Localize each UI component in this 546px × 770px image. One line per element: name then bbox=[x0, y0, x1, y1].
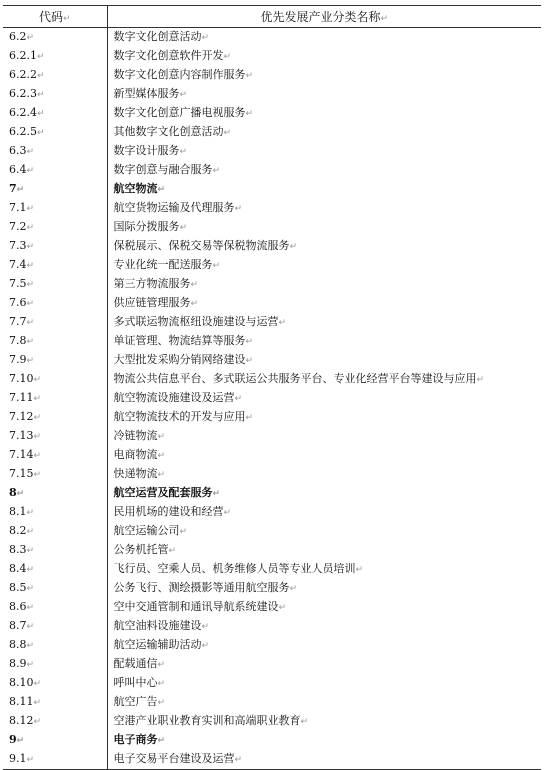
cell-code bbox=[3, 218, 107, 237]
cell-name bbox=[107, 693, 541, 712]
table-row bbox=[3, 503, 541, 522]
cell-code bbox=[3, 180, 107, 199]
code-text: 6.2.1 bbox=[9, 49, 37, 62]
name-text: 公务机托管 bbox=[113, 543, 169, 556]
code-text: 7.15 bbox=[9, 467, 34, 480]
table-row bbox=[3, 218, 541, 237]
paragraph-mark: ↵ bbox=[33, 432, 42, 442]
industry-classification-table bbox=[3, 5, 541, 770]
cell-code bbox=[3, 541, 107, 560]
paragraph-mark: ↵ bbox=[26, 299, 35, 309]
table-row bbox=[3, 256, 541, 275]
cell-name bbox=[107, 655, 541, 674]
code-text: 7.7 bbox=[9, 315, 27, 328]
cell-code bbox=[3, 104, 107, 123]
paragraph-mark: ↵ bbox=[212, 261, 221, 271]
cell-name bbox=[107, 275, 541, 294]
cell-name bbox=[107, 28, 541, 48]
cell-name bbox=[107, 161, 541, 180]
paragraph-mark: ↵ bbox=[26, 280, 35, 290]
table-row bbox=[3, 674, 541, 693]
cell-code bbox=[3, 237, 107, 256]
paragraph-mark: ↵ bbox=[37, 71, 45, 81]
cell-code bbox=[3, 142, 107, 161]
name-text: 数字文化创意内容制作服务 bbox=[113, 68, 246, 81]
code-text: 8.12 bbox=[9, 714, 34, 727]
code-text: 8.10 bbox=[9, 676, 34, 689]
paragraph-mark: ↵ bbox=[26, 660, 35, 670]
table-row bbox=[3, 199, 541, 218]
cell-name bbox=[107, 427, 541, 446]
table-row bbox=[3, 484, 541, 503]
paragraph-mark: ↵ bbox=[157, 698, 166, 708]
paragraph-mark: ↵ bbox=[37, 109, 45, 119]
table-row bbox=[3, 655, 541, 674]
cell-code bbox=[3, 408, 107, 427]
table-row bbox=[3, 617, 541, 636]
name-text: 飞行员、空乘人员、机务维修人员等专业人员培训 bbox=[113, 562, 356, 575]
code-text: 7.8 bbox=[9, 334, 27, 347]
cell-name bbox=[107, 731, 541, 750]
cell-name bbox=[107, 123, 541, 142]
paragraph-mark: ↵ bbox=[212, 489, 221, 499]
table-row bbox=[3, 313, 541, 332]
table-row bbox=[3, 142, 541, 161]
cell-name bbox=[107, 617, 541, 636]
paragraph-mark: ↵ bbox=[33, 679, 42, 689]
cell-code bbox=[3, 161, 107, 180]
code-text: 8.5 bbox=[9, 581, 27, 594]
code-text: 7.2 bbox=[9, 220, 27, 233]
cell-name bbox=[107, 674, 541, 693]
table-row bbox=[3, 522, 541, 541]
code-text: 7.12 bbox=[9, 410, 34, 423]
table-row bbox=[3, 104, 541, 123]
name-text: 电子交易平台建设及运营 bbox=[113, 752, 235, 765]
table-row bbox=[3, 446, 541, 465]
code-text: 8.4 bbox=[9, 562, 27, 575]
table-row bbox=[3, 47, 541, 66]
paragraph-mark: ↵ bbox=[201, 641, 210, 651]
paragraph-mark: ↵ bbox=[26, 242, 35, 252]
cell-code bbox=[3, 66, 107, 85]
cell-code bbox=[3, 332, 107, 351]
name-text: 多式联运物流枢纽设施建设与运营 bbox=[113, 315, 279, 328]
table-row bbox=[3, 123, 541, 142]
code-text: 6.2 bbox=[9, 30, 27, 43]
paragraph-mark: ↵ bbox=[33, 394, 42, 404]
code-text: 9.1 bbox=[9, 752, 27, 765]
name-text: 新型媒体服务 bbox=[113, 87, 180, 100]
name-text: 空中交通管制和通讯导航系统建设 bbox=[113, 600, 279, 613]
cell-name bbox=[107, 408, 541, 427]
paragraph-mark: ↵ bbox=[26, 166, 35, 176]
paragraph-mark: ↵ bbox=[300, 717, 309, 727]
paragraph-mark: ↵ bbox=[26, 641, 35, 651]
paragraph-mark: ↵ bbox=[26, 546, 35, 556]
table-row bbox=[3, 408, 541, 427]
table-row bbox=[3, 389, 541, 408]
cell-name bbox=[107, 636, 541, 655]
header-name bbox=[107, 6, 541, 28]
table-header-row bbox=[3, 6, 541, 28]
paragraph-mark: ↵ bbox=[16, 489, 25, 499]
cell-code bbox=[3, 427, 107, 446]
table-row bbox=[3, 427, 541, 446]
paragraph-mark: ↵ bbox=[201, 33, 210, 43]
paragraph-mark: ↵ bbox=[33, 717, 42, 727]
table-row bbox=[3, 275, 541, 294]
paragraph-mark: ↵ bbox=[37, 90, 45, 100]
code-text: 6.3 bbox=[9, 144, 27, 157]
name-text: 保税展示、保税交易等保税物流服务 bbox=[113, 239, 290, 252]
paragraph-mark: ↵ bbox=[26, 33, 35, 43]
cell-code bbox=[3, 617, 107, 636]
paragraph-mark: ↵ bbox=[212, 166, 221, 176]
cell-name bbox=[107, 218, 541, 237]
code-text: 7.13 bbox=[9, 429, 34, 442]
name-text: 数字文化创意广播电视服务 bbox=[113, 106, 246, 119]
name-text: 民用机场的建设和经营 bbox=[113, 505, 224, 518]
paragraph-mark: ↵ bbox=[245, 109, 254, 119]
cell-code bbox=[3, 389, 107, 408]
header-name-text: 优先发展产业分类名称 bbox=[260, 10, 381, 24]
cell-name bbox=[107, 351, 541, 370]
cell-code bbox=[3, 750, 107, 770]
paragraph-mark: ↵ bbox=[26, 356, 35, 366]
name-text: 冷链物流 bbox=[113, 429, 158, 442]
paragraph-mark: ↵ bbox=[157, 470, 166, 480]
code-text: 7.14 bbox=[9, 448, 34, 461]
paragraph-mark: ↵ bbox=[26, 318, 35, 328]
cell-code bbox=[3, 503, 107, 522]
paragraph-mark: ↵ bbox=[26, 204, 35, 214]
cell-code bbox=[3, 579, 107, 598]
code-text: 8.7 bbox=[9, 619, 27, 632]
cell-name bbox=[107, 66, 541, 85]
paragraph-mark: ↵ bbox=[245, 356, 254, 366]
table-row bbox=[3, 465, 541, 484]
paragraph-mark: ↵ bbox=[190, 280, 199, 290]
cell-name bbox=[107, 237, 541, 256]
cell-code bbox=[3, 655, 107, 674]
paragraph-mark: ↵ bbox=[26, 508, 35, 518]
paragraph-mark: ↵ bbox=[289, 242, 298, 252]
paragraph-mark: ↵ bbox=[245, 71, 254, 81]
cell-code bbox=[3, 294, 107, 313]
table-row bbox=[3, 560, 541, 579]
table-row bbox=[3, 731, 541, 750]
paragraph-mark: ↵ bbox=[16, 185, 25, 195]
paragraph-mark: ↵ bbox=[201, 622, 210, 632]
code-text: 9 bbox=[9, 733, 17, 746]
paragraph-mark: ↵ bbox=[234, 755, 243, 765]
cell-code bbox=[3, 693, 107, 712]
name-text: 数字文化创意活动 bbox=[113, 30, 202, 43]
paragraph-mark: ↵ bbox=[26, 261, 35, 271]
paragraph-mark: ↵ bbox=[168, 546, 177, 556]
name-text: 电子商务 bbox=[113, 733, 158, 746]
name-text: 其他数字文化创意活动 bbox=[113, 125, 224, 138]
cell-name bbox=[107, 180, 541, 199]
code-text: 7.1 bbox=[9, 201, 27, 214]
paragraph-mark: ↵ bbox=[190, 299, 199, 309]
paragraph-mark: ↵ bbox=[223, 508, 232, 518]
paragraph-mark: ↵ bbox=[278, 318, 287, 328]
code-text: 8.3 bbox=[9, 543, 27, 556]
cell-name bbox=[107, 389, 541, 408]
paragraph-mark: ↵ bbox=[33, 698, 42, 708]
cell-code bbox=[3, 351, 107, 370]
name-text: 航空运输公司 bbox=[113, 524, 180, 537]
cell-code bbox=[3, 674, 107, 693]
name-text: 呼叫中心 bbox=[113, 676, 158, 689]
code-text: 6.2.4 bbox=[9, 106, 37, 119]
code-text: 7.3 bbox=[9, 239, 27, 252]
cell-code bbox=[3, 560, 107, 579]
table-row bbox=[3, 636, 541, 655]
table-row bbox=[3, 750, 541, 770]
code-text: 8.1 bbox=[9, 505, 27, 518]
paragraph-mark: ↵ bbox=[245, 337, 254, 347]
name-text: 数字创意与融合服务 bbox=[113, 163, 213, 176]
table-row bbox=[3, 237, 541, 256]
code-text: 6.4 bbox=[9, 163, 27, 176]
cell-code bbox=[3, 636, 107, 655]
table-row bbox=[3, 85, 541, 104]
code-text: 7.5 bbox=[9, 277, 27, 290]
cell-code bbox=[3, 275, 107, 294]
paragraph-mark: ↵ bbox=[223, 128, 232, 138]
paragraph-mark: ↵ bbox=[234, 394, 243, 404]
paragraph-mark: ↵ bbox=[26, 527, 35, 537]
cell-code bbox=[3, 256, 107, 275]
cell-code bbox=[3, 313, 107, 332]
code-text: 8.6 bbox=[9, 600, 27, 613]
paragraph-mark: ↵ bbox=[26, 565, 35, 575]
name-text: 配载通信 bbox=[113, 657, 158, 670]
code-text: 8 bbox=[9, 486, 17, 499]
name-text: 专业化统一配送服务 bbox=[113, 258, 213, 271]
name-text: 供应链管理服务 bbox=[113, 296, 191, 309]
paragraph-mark: ↵ bbox=[26, 584, 35, 594]
cell-name bbox=[107, 522, 541, 541]
code-text: 8.2 bbox=[9, 524, 27, 537]
cell-name bbox=[107, 313, 541, 332]
name-text: 数字文化创意软件开发 bbox=[113, 49, 224, 62]
table-row bbox=[3, 712, 541, 731]
cell-name bbox=[107, 332, 541, 351]
paragraph-mark: ↵ bbox=[62, 14, 71, 24]
cell-name bbox=[107, 294, 541, 313]
table-row bbox=[3, 180, 541, 199]
cell-code bbox=[3, 712, 107, 731]
paragraph-mark: ↵ bbox=[26, 337, 35, 347]
paragraph-mark: ↵ bbox=[157, 679, 166, 689]
table-row bbox=[3, 28, 541, 48]
name-text: 数字设计服务 bbox=[113, 144, 180, 157]
name-text: 公务飞行、测绘摄影等通用航空服务 bbox=[113, 581, 290, 594]
paragraph-mark: ↵ bbox=[157, 736, 166, 746]
cell-name bbox=[107, 47, 541, 66]
cell-code bbox=[3, 465, 107, 484]
paragraph-mark: ↵ bbox=[355, 565, 364, 575]
paragraph-mark: ↵ bbox=[26, 603, 35, 613]
cell-code bbox=[3, 199, 107, 218]
document-page bbox=[3, 5, 541, 770]
table-row bbox=[3, 332, 541, 351]
table-row bbox=[3, 370, 541, 389]
cell-code bbox=[3, 522, 107, 541]
name-text: 快递物流 bbox=[113, 467, 158, 480]
paragraph-mark: ↵ bbox=[223, 52, 232, 62]
cell-name bbox=[107, 541, 541, 560]
table-row bbox=[3, 541, 541, 560]
cell-code bbox=[3, 123, 107, 142]
cell-name bbox=[107, 560, 541, 579]
paragraph-mark: ↵ bbox=[26, 147, 35, 157]
name-text: 国际分拨服务 bbox=[113, 220, 180, 233]
paragraph-mark: ↵ bbox=[179, 527, 188, 537]
code-text: 7.9 bbox=[9, 353, 27, 366]
code-text: 7.10 bbox=[9, 372, 34, 385]
cell-code bbox=[3, 446, 107, 465]
paragraph-mark: ↵ bbox=[179, 147, 188, 157]
table-row bbox=[3, 294, 541, 313]
paragraph-mark: ↵ bbox=[245, 413, 254, 423]
cell-name bbox=[107, 503, 541, 522]
name-text: 航空物流 bbox=[113, 182, 158, 195]
paragraph-mark: ↵ bbox=[179, 223, 188, 233]
code-text: 8.8 bbox=[9, 638, 27, 651]
header-code-text: 代码 bbox=[38, 10, 63, 24]
paragraph-mark: ↵ bbox=[234, 204, 243, 214]
paragraph-mark: ↵ bbox=[26, 223, 35, 233]
cell-name bbox=[107, 598, 541, 617]
paragraph-mark: ↵ bbox=[37, 52, 45, 62]
cell-code bbox=[3, 731, 107, 750]
cell-name bbox=[107, 579, 541, 598]
paragraph-mark: ↵ bbox=[26, 622, 35, 632]
cell-name bbox=[107, 256, 541, 275]
header-code bbox=[3, 6, 107, 28]
paragraph-mark: ↵ bbox=[289, 584, 298, 594]
name-text: 空港产业职业教育实训和高端职业教育 bbox=[113, 714, 301, 727]
cell-code bbox=[3, 598, 107, 617]
paragraph-mark: ↵ bbox=[33, 375, 42, 385]
cell-name bbox=[107, 142, 541, 161]
paragraph-mark: ↵ bbox=[179, 90, 188, 100]
name-text: 航空运输辅助活动 bbox=[113, 638, 202, 651]
code-text: 6.2.2 bbox=[9, 68, 37, 81]
name-text: 大型批发采购分销网络建设 bbox=[113, 353, 246, 366]
paragraph-mark: ↵ bbox=[157, 451, 166, 461]
paragraph-mark: ↵ bbox=[33, 470, 42, 480]
paragraph-mark: ↵ bbox=[157, 660, 166, 670]
code-text: 7 bbox=[9, 182, 17, 195]
name-text: 第三方物流服务 bbox=[113, 277, 191, 290]
name-text: 单证管理、物流结算等服务 bbox=[113, 334, 246, 347]
paragraph-mark: ↵ bbox=[380, 14, 389, 24]
cell-name bbox=[107, 104, 541, 123]
code-text: 7.11 bbox=[9, 391, 34, 404]
paragraph-mark: ↵ bbox=[33, 451, 42, 461]
table-row bbox=[3, 598, 541, 617]
cell-name bbox=[107, 712, 541, 731]
cell-name bbox=[107, 465, 541, 484]
cell-name bbox=[107, 446, 541, 465]
cell-code bbox=[3, 370, 107, 389]
name-text: 航空货物运输及代理服务 bbox=[113, 201, 235, 214]
cell-name bbox=[107, 484, 541, 503]
cell-name bbox=[107, 199, 541, 218]
cell-code bbox=[3, 85, 107, 104]
cell-name bbox=[107, 370, 541, 389]
code-text: 8.11 bbox=[9, 695, 34, 708]
table-row bbox=[3, 351, 541, 370]
paragraph-mark: ↵ bbox=[33, 413, 42, 423]
paragraph-mark: ↵ bbox=[476, 375, 485, 385]
code-text: 6.2.3 bbox=[9, 87, 37, 100]
table-row bbox=[3, 693, 541, 712]
cell-code bbox=[3, 28, 107, 48]
cell-code bbox=[3, 47, 107, 66]
code-text: 7.6 bbox=[9, 296, 27, 309]
name-text: 航空广告 bbox=[113, 695, 158, 708]
table-row bbox=[3, 579, 541, 598]
name-text: 航空物流设施建设及运营 bbox=[113, 391, 235, 404]
paragraph-mark: ↵ bbox=[37, 128, 45, 138]
cell-code bbox=[3, 484, 107, 503]
name-text: 航空物流技术的开发与应用 bbox=[113, 410, 246, 423]
code-text: 8.9 bbox=[9, 657, 27, 670]
code-text: 6.2.5 bbox=[9, 125, 37, 138]
name-text: 电商物流 bbox=[113, 448, 158, 461]
paragraph-mark: ↵ bbox=[278, 603, 287, 613]
name-text: 航空油料设施建设 bbox=[113, 619, 202, 632]
code-text: 7.4 bbox=[9, 258, 27, 271]
table-row bbox=[3, 161, 541, 180]
name-text: 物流公共信息平台、多式联运公共服务平台、专业化经营平台等建设与应用 bbox=[113, 372, 477, 385]
paragraph-mark: ↵ bbox=[16, 736, 25, 746]
cell-name bbox=[107, 85, 541, 104]
name-text: 航空运营及配套服务 bbox=[113, 486, 213, 499]
table-row bbox=[3, 66, 541, 85]
paragraph-mark: ↵ bbox=[157, 185, 166, 195]
paragraph-mark: ↵ bbox=[26, 755, 35, 765]
cell-name bbox=[107, 750, 541, 770]
paragraph-mark: ↵ bbox=[157, 432, 166, 442]
